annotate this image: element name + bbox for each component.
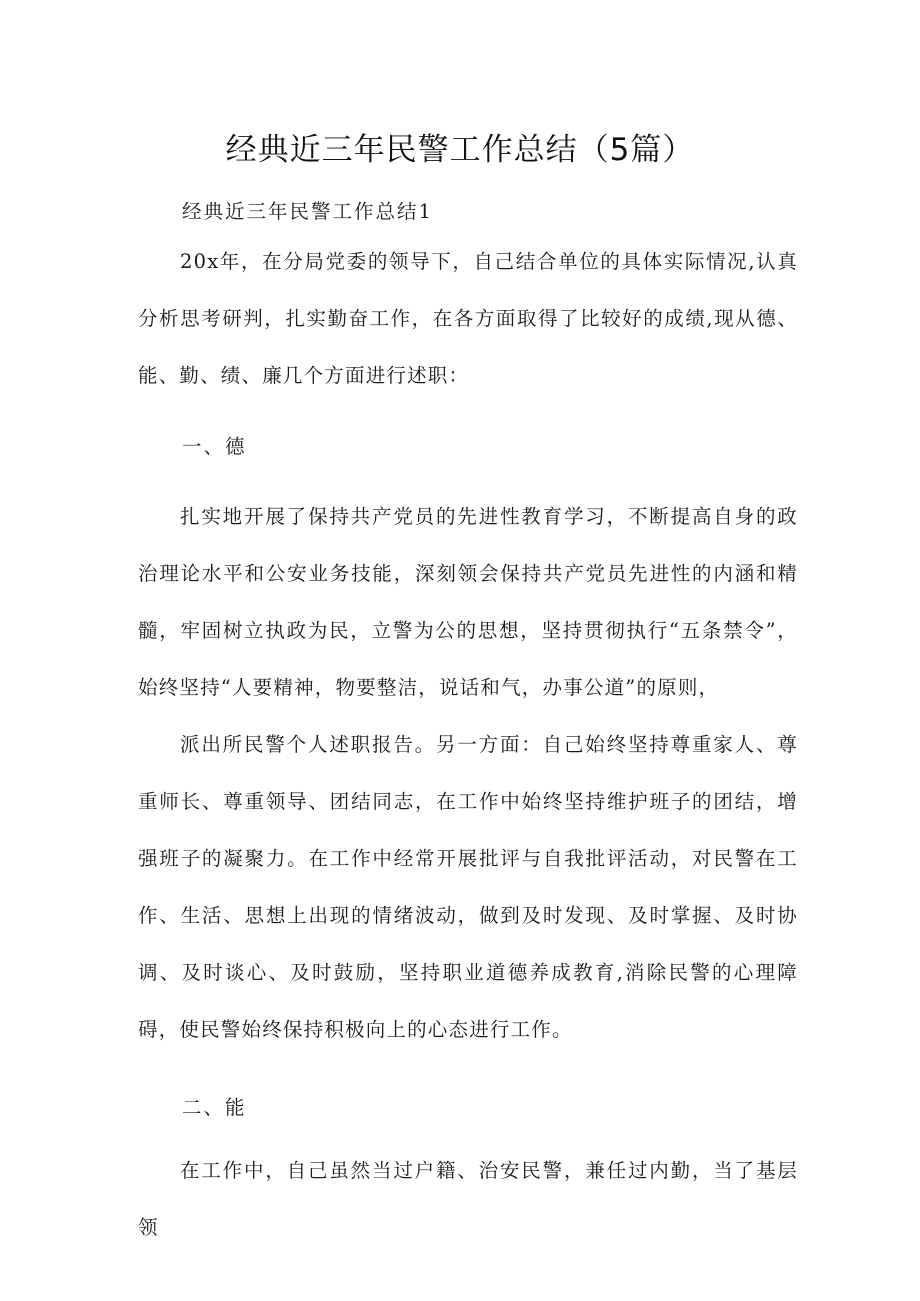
document-title: 经典近三年民警工作总结（5篇） (225, 132, 695, 168)
paragraph-de-2: 派出所民警个人述职报告。另一方面：自己始终坚持尊重家人、尊重师长、尊重领导、团结同志，在工作中始终坚持维护班子的团结，增强班子的凝聚力。在工作中经常开展批评与自我批评活动，对民警在工作、生活、思想上出现的情绪波动，做到及时发现、及时掌握、及时协调、及时谈心、及时鼓励，坚持职业道德养成教育,消除民警的心理障碍，使民警始终保持积极向上的心态进行工作。 (138, 733, 798, 1041)
section-heading-neng: 二、能 (182, 1096, 247, 1119)
paragraph-neng-1: 在工作中，自己虽然当过户籍、治安民警，兼任过内勤，当了基层领 (138, 1159, 798, 1239)
paragraph-intro: 20x年，在分局党委的领导下，自己结合单位的具体实际情况,认真分析思考研判，扎实勤奋工作，在各方面取得了比较好的成绩,现从德、能、勤、绩、廉几个方面进行述职： (138, 250, 798, 387)
paragraph-de-1: 扎实地开展了保持共产党员的先进性教育学习，不断提高自身的政治理论水平和公安业务技能，深刻领会保持共产党员先进性的内涵和精髓，牢固树立执政为民，立警为公的思想，坚持贯彻执行“五条禁令”，始终坚持“人要精神，物要整洁，说话和气，办事公道”的原则， (138, 505, 798, 699)
section-heading-de: 一、德 (182, 435, 247, 458)
document-subtitle: 经典近三年民警工作总结1 (182, 200, 433, 223)
